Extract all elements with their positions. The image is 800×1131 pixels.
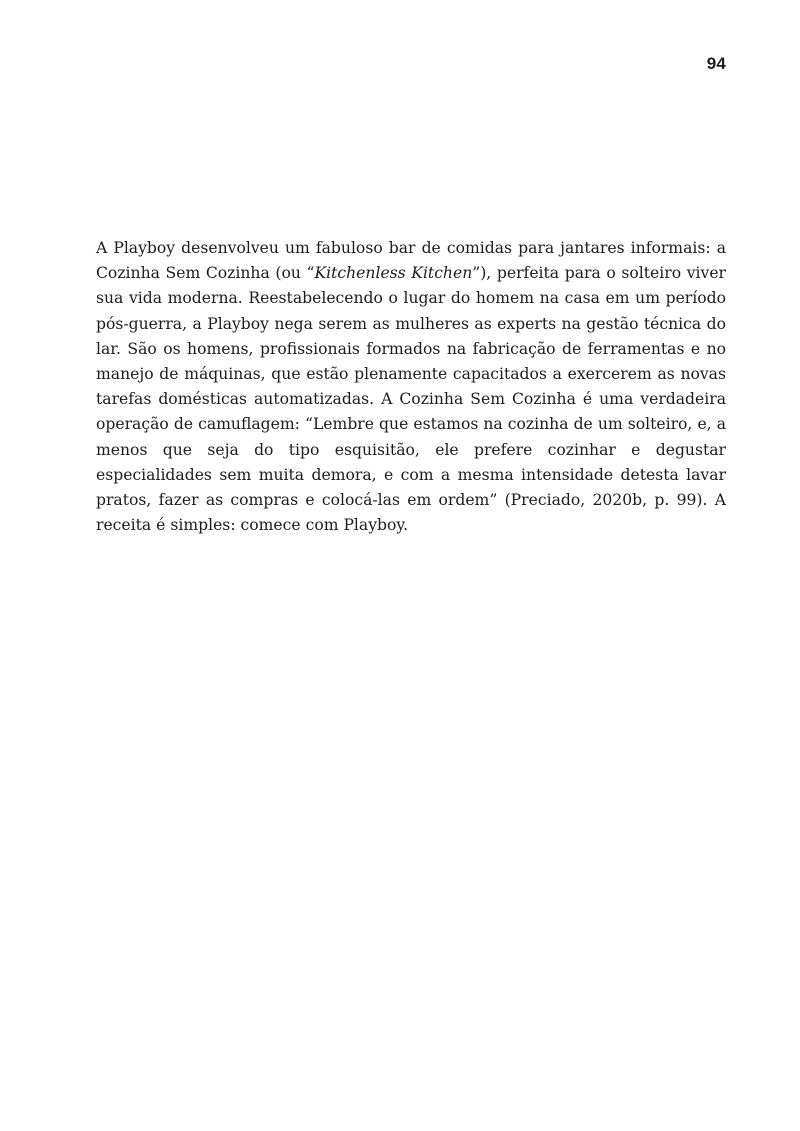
paragraph-segment: A Playboy desenvolveu um fabuloso bar de comidas para jantares informais: a Cozinha Sem Cozinha (ou “ (96, 239, 726, 283)
paragraph (96, 236, 726, 538)
paragraph-segment-italic: Kitchenless Kitchen (314, 264, 473, 283)
paragraph-segment: ”), perfeita para o solteiro viver sua vida moderna. Reestabelecendo o lugar do homem na casa em um período pós-guerra, a Playboy nega serem as mulheres as experts na gestão técnica do lar. São os homens, profissionais formados na fabricação de ferramentas e no manejo de máquinas, que estão plenamente capacitados a exercerem as novas tarefas domésticas automatizadas. A Cozinha Sem Cozinha é uma verdadeira operação de camuflagem: “Lembre que estamos na cozinha de um solteiro, e, a menos que seja do tipo esquisitão, ele prefere cozinhar e degustar especialidades sem muita demora, e com a mesma intensidade detesta lavar pratos, fazer as compras e colocá-las em ordem” (Preciado, 2020b, p. 99). A receita é simples: comece com Playboy. (96, 264, 726, 535)
page-number: 94 (706, 54, 726, 73)
